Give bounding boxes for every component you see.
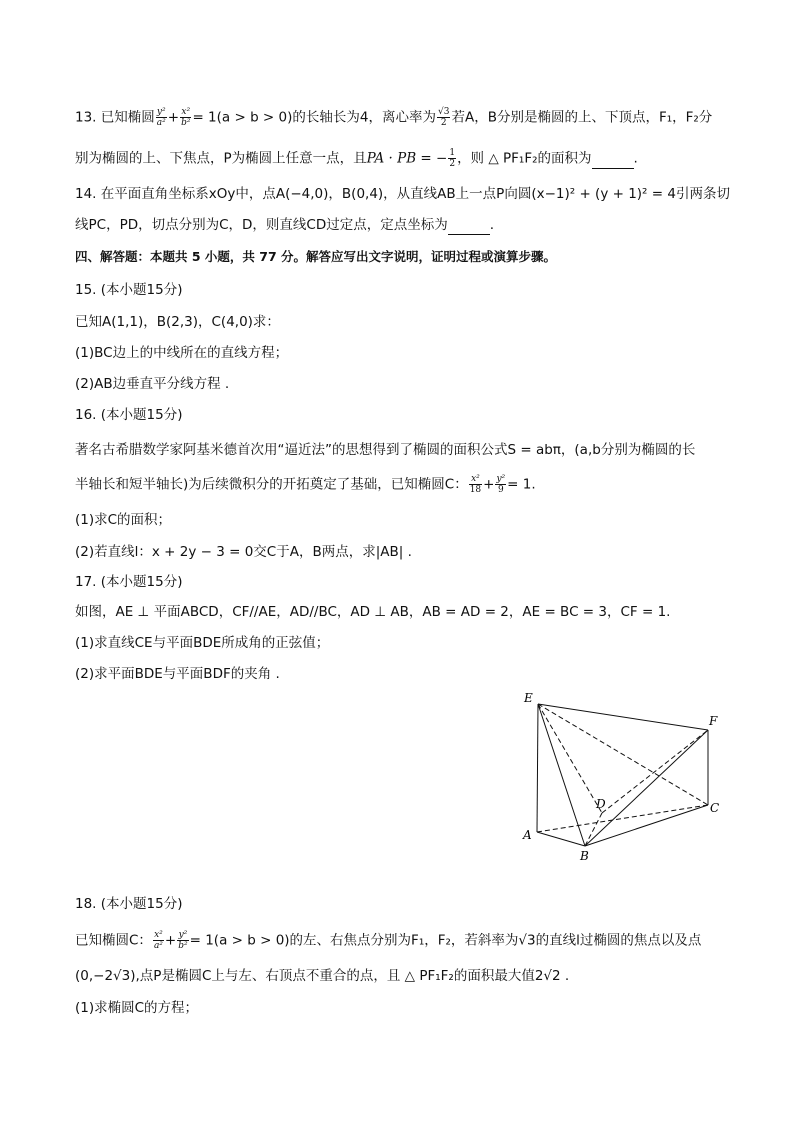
q18-line1-rest: = 1(a > b > 0)的左、右焦点分别为F₁，F₂，若斜率为√3的直线l过椭圆的焦点以及点 xyxy=(189,932,702,949)
q14-line1: 14. 在平面直角坐标系xOy中，点A(−4,0)，B(0,4)，从直线AB上一点P向圆(x−1)² + (y + 1)² = 4引两条切 xyxy=(75,186,730,202)
q15-part1: (1)BC边上的中线所在的直线方程； xyxy=(75,345,289,361)
q13-text: 13. 已知椭圆 xyxy=(75,109,155,126)
q18-line1: 已知椭圆C： $\frac{\text{x²}}{\text{a²}}$ + $\frac{\text{y²}}{\text{b²}}$ = 1(a > b > 0)的左、右焦点分别为F₁，F₂，若斜率为√3的直线l过椭圆的焦点以及点 xyxy=(75,930,702,951)
edge-AC xyxy=(537,805,708,832)
q13-eq: = 1(a > b > 0)的长轴长为4，离心率为 xyxy=(192,109,436,126)
geometry-figure xyxy=(518,688,728,866)
q17-part1: (1)求直线CE与平面BDE所成角的正弦值； xyxy=(75,635,330,651)
label-E: E xyxy=(524,691,533,705)
q13-vector-expr: PA · PB = − xyxy=(366,150,448,167)
label-A: A xyxy=(523,828,532,842)
answer-blank xyxy=(592,154,634,169)
q14-line2 xyxy=(75,215,734,235)
label-B: B xyxy=(580,849,589,863)
q16-line2-text: 半轴长和短半轴长)为后续微积分的开拓奠定了基础，已知椭圆C： xyxy=(75,476,468,493)
q16-line2-end: = 1. xyxy=(507,476,536,493)
q16-line1: 著名古希腊数学家阿基米德首次用“逼近法”的思想得到了椭圆的面积公式S = abπ，(a,b分别为椭圆的长 xyxy=(75,442,696,458)
q15-heading: 15. (本小题15分) xyxy=(75,282,183,298)
q15-part2: (2)AB边垂直平分线方程 . xyxy=(75,376,230,392)
q18-heading: 18. (本小题15分) xyxy=(75,896,183,912)
label-C: C xyxy=(710,801,720,815)
q16-heading: 16. (本小题15分) xyxy=(75,407,183,423)
q16-line2: 半轴长和短半轴长)为后续微积分的开拓奠定了基础，已知椭圆C： $\frac{\text{x²}}{18}$ + $\frac{\text{y²}}{9}$ = 1. xyxy=(75,474,536,495)
label-F: F xyxy=(709,714,718,728)
q13-line1: 13. 已知椭圆 $\frac{\text{y²}}{\text{a²}}$ + $\frac{\text{x²}}{\text{b²}}$ = 1(a > b > 0)的长轴长为4，离心率为 $\frac{√3}{2}$ 若A，B分别是椭圆的上、下顶点，F₁，F₂分 xyxy=(75,107,713,128)
edge-ED xyxy=(538,704,602,813)
fraction-x2-a2: $\frac{\text{x²}}{\text{a²}}$ xyxy=(153,930,163,951)
answer-blank xyxy=(448,220,490,235)
fraction-1-2: $\frac{1}{2}$ xyxy=(449,148,456,169)
q13-end: . xyxy=(633,150,638,167)
label-D: D xyxy=(596,797,606,811)
edge-EB xyxy=(538,704,585,846)
q17-part2: (2)求平面BDE与平面BDF的夹角 . xyxy=(75,666,280,682)
q16-part1: (1)求C的面积； xyxy=(75,512,172,528)
fraction-sqrt3-2: $\frac{√3}{2}$ xyxy=(437,107,450,128)
edge-AB xyxy=(537,832,585,846)
q13-line2-text-b: ，则 △ PF₁F₂的面积为 xyxy=(457,150,592,167)
q14-end: . xyxy=(489,217,495,233)
q18-part1: (1)求椭圆C的方程； xyxy=(75,1000,199,1016)
q17-heading: 17. (本小题15分) xyxy=(75,574,183,590)
edge-BF xyxy=(585,730,708,846)
fraction-x2-b2: $\frac{\text{x²}}{\text{b²}}$ xyxy=(181,107,191,128)
q17-stem: 如图，AE ⊥ 平面ABCD，CF//AE，AD//BC，AD ⊥ AB，AB = AD = 2，AE = BC = 3，CF = 1. xyxy=(75,604,671,620)
q18-line2: (0,−2√3),点P是椭圆C上与左、右顶点不重合的点，且 △ PF₁F₂的面积最大值2√2 . xyxy=(75,968,570,984)
edge-BC xyxy=(585,805,708,846)
fraction-y2-9: $\frac{\text{y²}}{9}$ xyxy=(496,474,506,495)
q13-line2 xyxy=(75,148,734,169)
fraction-y2-a2: $\frac{\text{y²}}{\text{a²}}$ xyxy=(156,107,166,128)
edge-EA xyxy=(537,704,538,832)
q18-line1-text: 已知椭圆C： xyxy=(75,932,152,949)
edge-EF xyxy=(538,704,708,730)
q13-line2-text: 别为椭圆的上、下焦点，P为椭圆上任意一点，且 xyxy=(75,150,367,167)
fraction-y2-b2: $\frac{\text{y²}}{\text{b²}}$ xyxy=(178,930,188,951)
fraction-x2-18: $\frac{\text{x²}}{18}$ xyxy=(469,474,482,495)
section-heading: 四、解答题：本题共 5 小题，共 77 分。解答应写出文字说明，证明过程或演算步骤。 xyxy=(75,249,557,264)
q15-stem: 已知A(1,1)，B(2,3)，C(4,0)求： xyxy=(75,314,280,330)
q13-text2: 若A，B分别是椭圆的上、下顶点，F₁，F₂分 xyxy=(451,109,713,126)
q14-line2-text: 线PC，PD，切点分别为C，D，则直线CD过定点，定点坐标为 xyxy=(75,217,448,233)
q16-part2: (2)若直线l：x + 2y − 3 = 0交C于A，B两点，求|AB| . xyxy=(75,544,412,560)
edge-DF xyxy=(602,730,708,813)
